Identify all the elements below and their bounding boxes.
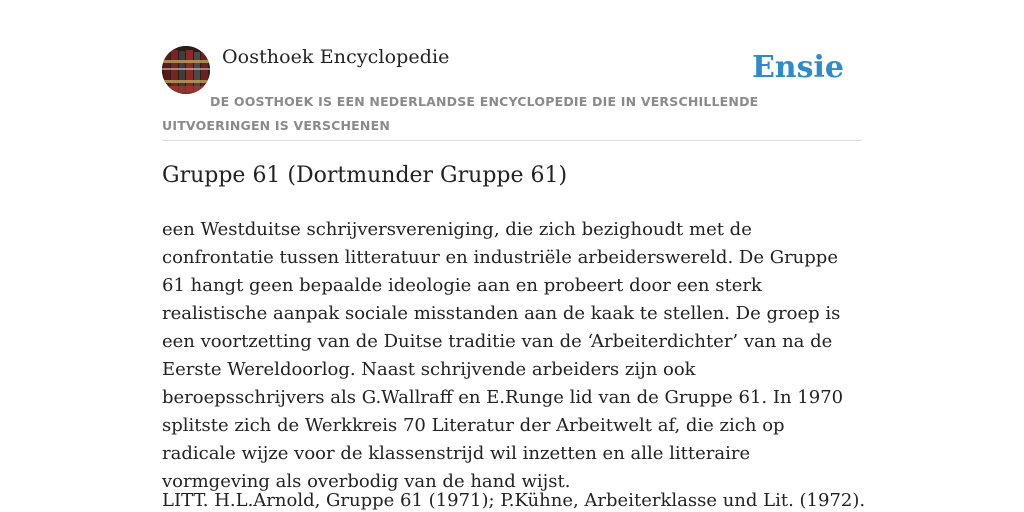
site-header	[162, 46, 862, 141]
site-avatar[interactable]	[162, 46, 210, 94]
article-body: een Westduitse schrijversvereniging, die zich bezighoudt met de confrontatie tussen litteratuur en industriële arbeiderswereld. De Gruppe 61 hangt geen bepaalde ideologie aan en probeert door een sterk realistische aanpak sociale misstanden aan de kaak te stellen. De groep is een voortzetting van de Duitse traditie van de ‘Arbeiterdichter’ van na de Eerste Wereldoorlog. Naast schrijvende arbeiders zijn ook beroepsschrijvers als G.Wallraff en E.Runge lid van de Gruppe 61. In 1970 splitste zich de Werkkreis 70 Literatur der Arbeitwelt af, die zich op radicale wijze voor de klassenstrijd wil inzetten en alle litteraire vormgeving als overbodig van de hand wijst.	[162, 219, 844, 492]
book-spines-icon	[162, 46, 210, 94]
article-literature: LITT. H.L.Arnold, Gruppe 61 (1971); P.Kühne, Arbeiterklasse und Lit. (1972).	[162, 490, 866, 511]
site-tagline: DE OOSTHOEK IS EEN NEDERLANDSE ENCYCLOPEDIE DIE IN VERSCHILLENDE UITVOERINGEN IS VERSCHENEN	[162, 94, 759, 133]
article-title: Gruppe 61 (Dortmunder Gruppe 61)	[162, 163, 568, 188]
brand-logo[interactable]: Ensie	[751, 50, 844, 85]
site-title[interactable]: Oosthoek Encyclopedie	[222, 46, 450, 68]
